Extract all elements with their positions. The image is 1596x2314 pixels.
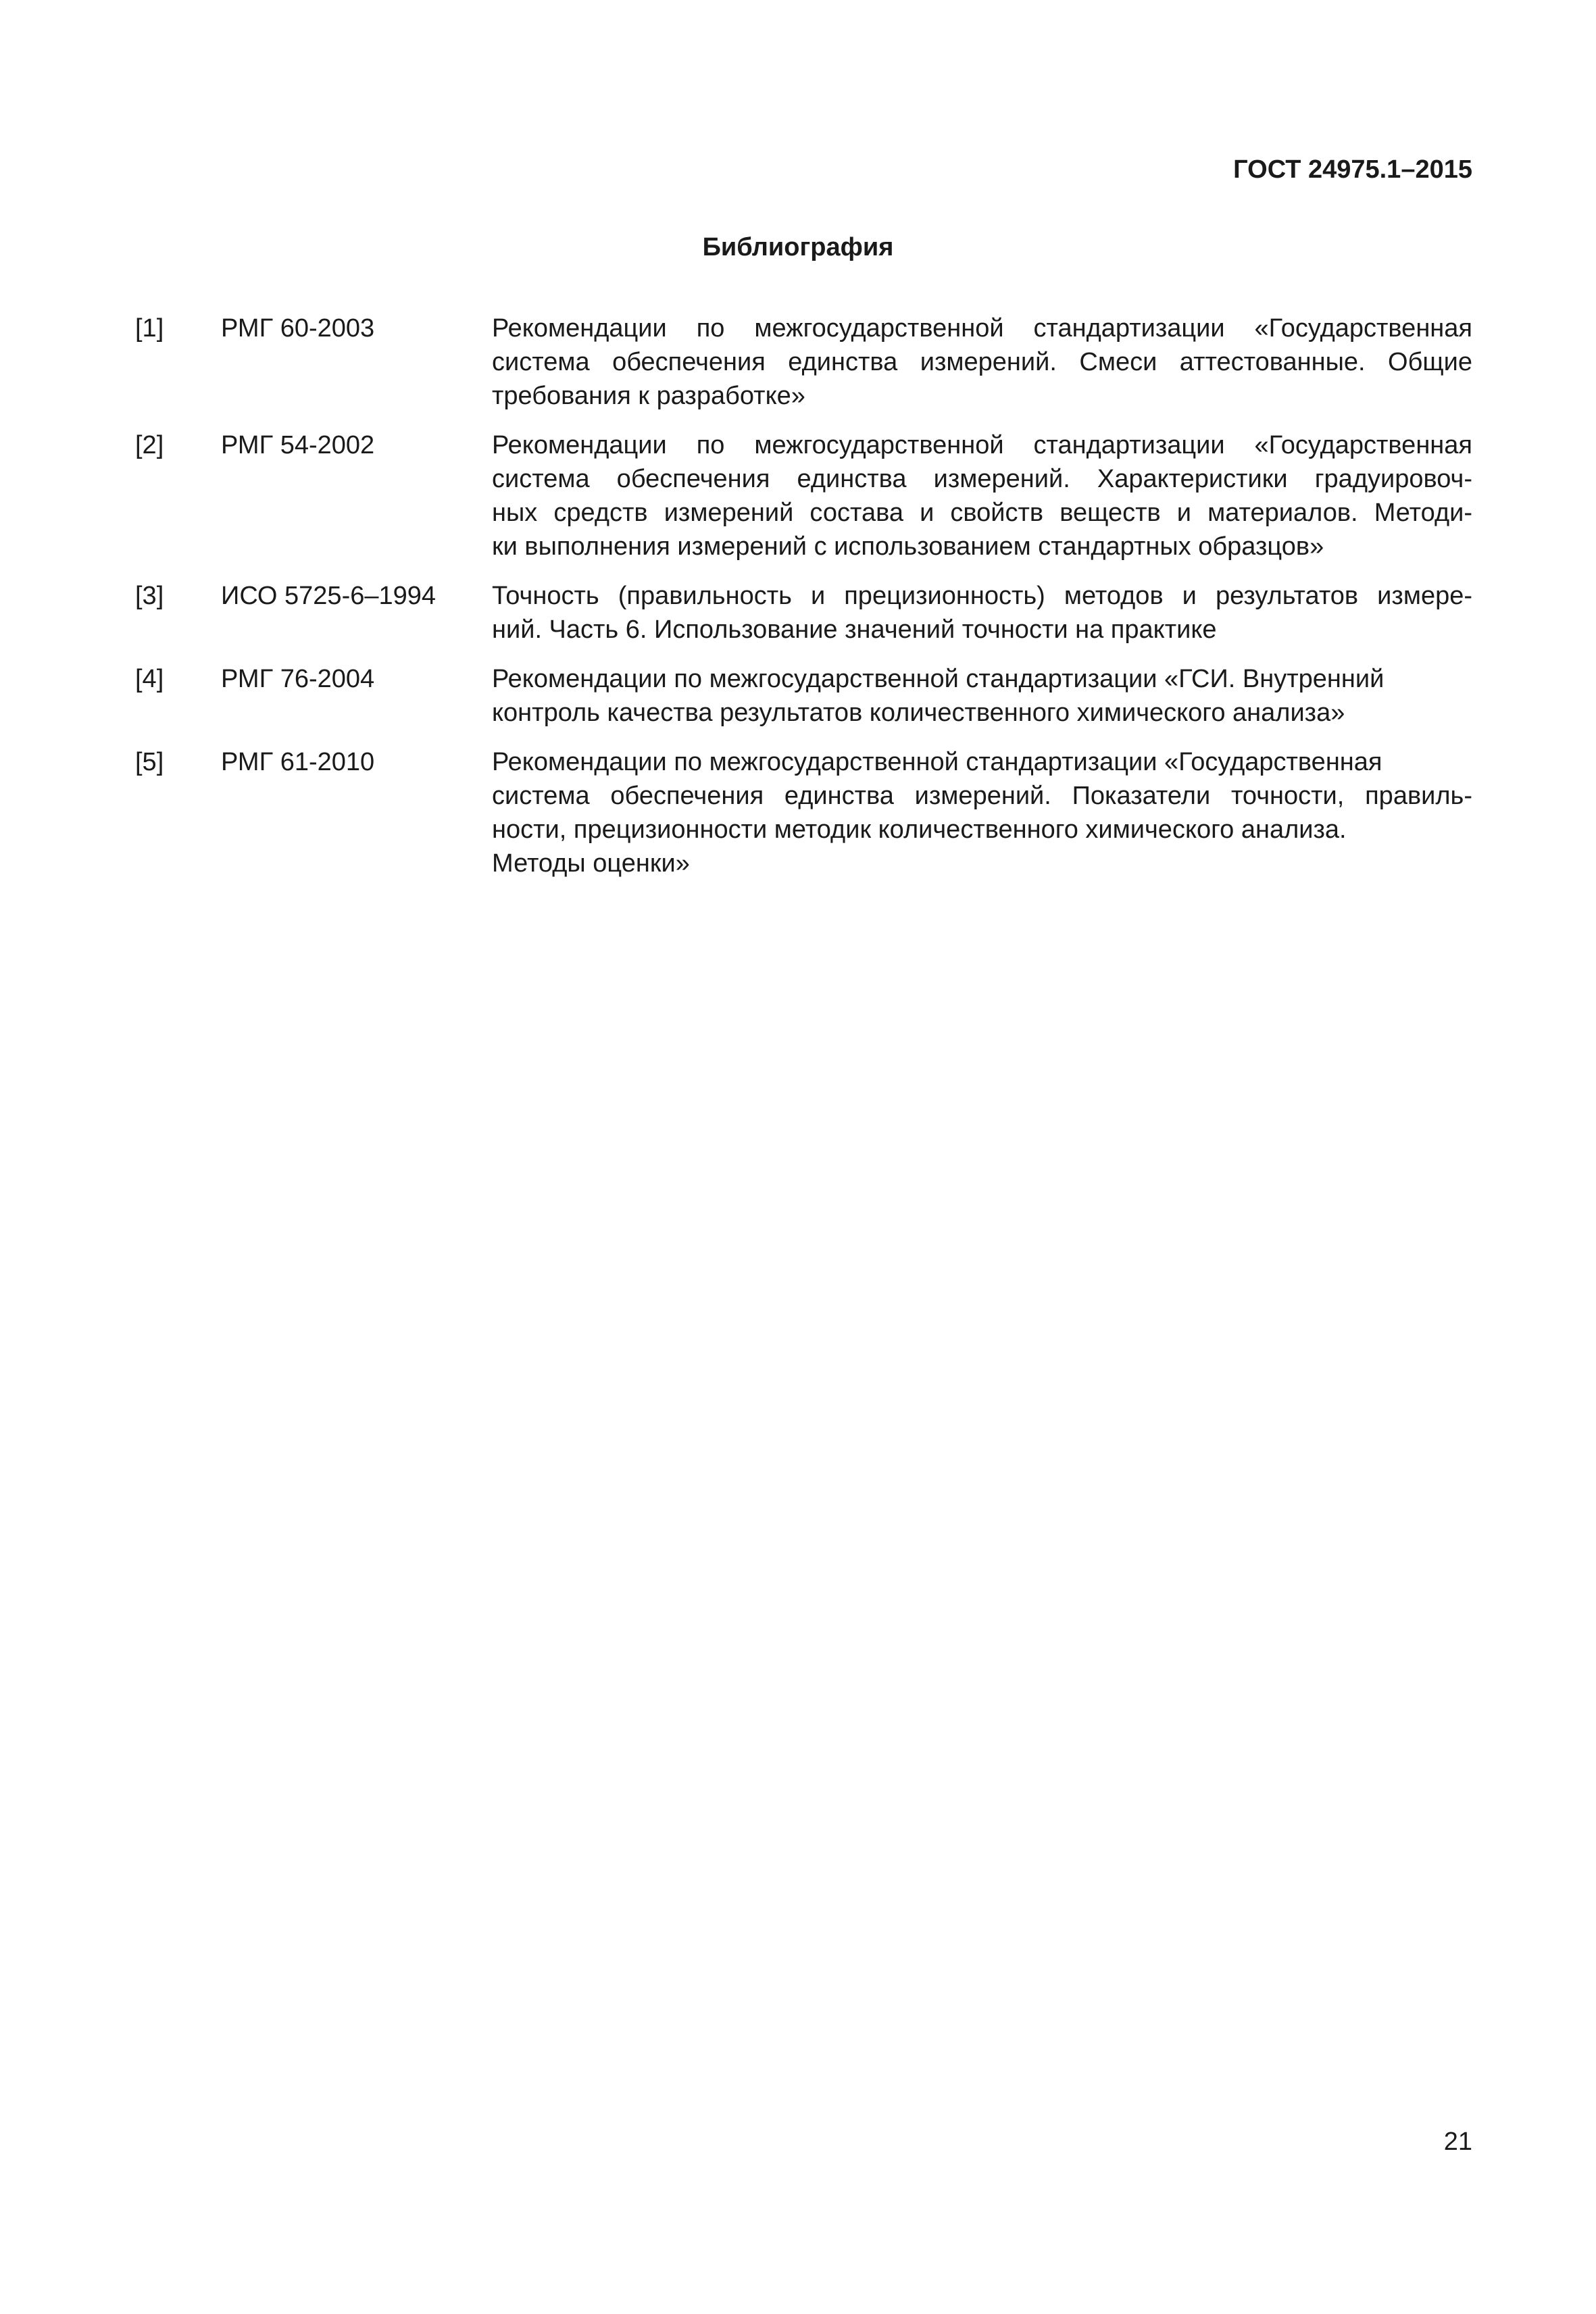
entry-description xyxy=(492,745,1472,880)
entry-number: [2] xyxy=(135,431,164,459)
section-title: Библиография xyxy=(702,233,894,261)
entry-code: ИСО 5725-6–1994 xyxy=(221,582,437,610)
bibliography-entry xyxy=(135,579,1472,647)
bibliography-entry xyxy=(135,311,1472,413)
entry-line: Методы оценки» xyxy=(492,849,690,878)
entry-description xyxy=(492,311,1472,413)
bibliography-entry xyxy=(135,745,1472,880)
entry-line: контроль качества результатов количественного химического анализа» xyxy=(492,699,1345,727)
bibliography-entry xyxy=(135,428,1472,563)
entry-line: система обеспечения единства измерений. Характеристики градуировоч- xyxy=(492,465,1472,493)
entry-code: РМГ 76-2004 xyxy=(221,665,375,693)
entry-line: требования к разработке» xyxy=(492,382,805,410)
entry-code: РМГ 60-2003 xyxy=(221,314,375,343)
entry-number: [1] xyxy=(135,314,164,343)
page-number: 21 xyxy=(1443,2128,1472,2156)
entry-number: [4] xyxy=(135,665,164,693)
entry-line: Рекомендации по межгосударственной стандартизации «Государственная xyxy=(492,431,1472,459)
entry-line: Точность (правильность и прецизионность) методов и результатов измере- xyxy=(492,582,1472,610)
entry-line: ности, прецизионности методик количественного химического анализа. xyxy=(492,815,1347,844)
entry-line: Рекомендации по межгосударственной стандартизации «Государственная xyxy=(492,314,1472,343)
entry-number: [5] xyxy=(135,748,164,776)
entry-line: ных средств измерений состава и свойств веществ и материалов. Методи- xyxy=(492,499,1472,527)
entry-line: ний. Часть 6. Использование значений точности на практике xyxy=(492,615,1217,644)
bibliography-list xyxy=(135,311,1472,896)
bibliography-entry xyxy=(135,662,1472,730)
entry-line: Рекомендации по межгосударственной стандартизации «ГСИ. Внутренний xyxy=(492,665,1385,693)
entry-line: Рекомендации по межгосударственной стандартизации «Государственная xyxy=(492,748,1382,776)
document-code: ГОСТ 24975.1–2015 xyxy=(1233,155,1472,184)
entry-code: РМГ 54-2002 xyxy=(221,431,375,459)
entry-line: ки выполнения измерений с использованием стандартных образцов» xyxy=(492,532,1324,561)
entry-description xyxy=(492,662,1472,730)
entry-code: РМГ 61-2010 xyxy=(221,748,375,776)
entry-description xyxy=(492,428,1472,563)
entry-line: система обеспечения единства измерений. Показатели точности, правиль- xyxy=(492,782,1472,810)
entry-description xyxy=(492,579,1472,647)
entry-number: [3] xyxy=(135,582,164,610)
entry-line: система обеспечения единства измерений. Смеси аттестованные. Общие xyxy=(492,348,1472,376)
